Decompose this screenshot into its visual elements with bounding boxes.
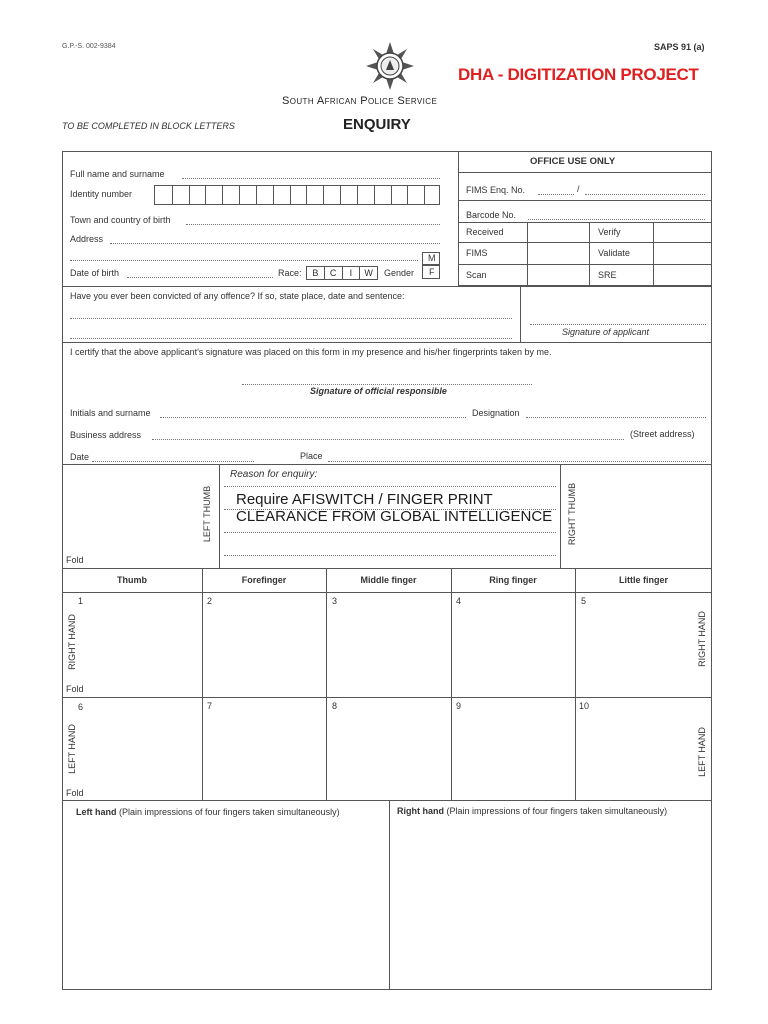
initials-field[interactable]	[160, 417, 466, 418]
office-use-title: OFFICE USE ONLY	[530, 156, 616, 167]
header-forefinger: Forefinger	[241, 575, 287, 585]
print-area-right-thumb[interactable]	[63, 593, 202, 697]
business-address-label: Business address	[70, 430, 142, 440]
race-label: Race:	[278, 268, 302, 278]
barcode-field[interactable]	[528, 219, 705, 220]
finger-number-9: 9	[456, 701, 462, 711]
office-sre-field[interactable]	[654, 265, 712, 286]
dob-field[interactable]	[127, 277, 273, 278]
left-thumb-label: LEFT THUMB	[202, 485, 212, 543]
form-number: SAPS 91 (a)	[654, 42, 705, 52]
police-emblem	[364, 40, 416, 92]
header-middle-finger: Middle finger	[360, 575, 417, 585]
identity-box-divider	[306, 186, 307, 204]
office-received-label: Received	[458, 222, 528, 243]
identity-box-divider	[205, 186, 206, 204]
identity-box-divider	[424, 186, 425, 204]
birth-place-label: Town and country of birth	[70, 215, 171, 225]
block-letters-instruction: TO BE COMPLETED IN BLOCK LETTERS	[62, 121, 235, 131]
header-ring-finger: Ring finger	[489, 575, 537, 585]
identity-number-field[interactable]	[154, 185, 440, 205]
fims-enq-label: FIMS Enq. No.	[466, 185, 526, 195]
plain-right-rest: (Plain impressions of four fingers taken simultaneously)	[446, 806, 668, 816]
identity-box-divider	[340, 186, 341, 204]
fold-label-bottom: Fold	[66, 788, 84, 798]
certification-statement: I certify that the above applicant's signature was placed on this form in my presence and his/her fingerprints taken by me.	[70, 347, 552, 357]
identity-box-divider	[273, 186, 274, 204]
print-area-right-forefinger[interactable]	[203, 593, 326, 697]
finger-number-10: 10	[579, 701, 590, 711]
applicant-signature-field[interactable]	[530, 324, 706, 325]
applicant-signature-label: Signature of applicant	[562, 327, 650, 337]
race-w-box[interactable]: W	[364, 268, 373, 278]
header-little-finger: Little finger	[619, 575, 668, 585]
identity-box-divider	[256, 186, 257, 204]
race-c-box[interactable]: C	[325, 267, 343, 279]
header-thumb: Thumb	[117, 575, 147, 585]
finger-number-6: 6	[78, 702, 84, 712]
identity-box-divider	[189, 186, 190, 204]
identity-box-divider	[290, 186, 291, 204]
print-area-left-forefinger[interactable]	[203, 698, 326, 800]
finger-number-1: 1	[78, 596, 84, 606]
plain-left-rest: (Plain impressions of four fingers taken simultaneously)	[119, 807, 340, 817]
fims-enq-sep: /	[577, 184, 580, 194]
birth-place-field[interactable]	[186, 224, 440, 225]
office-scan-label: Scan	[458, 265, 528, 286]
gender-label: Gender	[384, 268, 415, 278]
address-field-line2[interactable]	[70, 260, 418, 261]
identity-box-divider	[374, 186, 375, 204]
race-b-box[interactable]: B	[307, 267, 325, 279]
identity-box-divider	[222, 186, 223, 204]
office-verify-field[interactable]	[654, 222, 712, 243]
fold-label-middle: Fold	[66, 684, 84, 694]
race-options	[306, 266, 378, 280]
official-signature-field[interactable]	[242, 384, 532, 385]
fims-enq-field-a[interactable]	[538, 194, 574, 195]
business-address-field[interactable]	[152, 439, 624, 440]
reason-line-2[interactable]: CLEARANCE FROM GLOBAL INTELLIGENCE	[236, 508, 553, 525]
office-fims-field[interactable]	[528, 243, 590, 264]
right-thumb-label: RIGHT THUMB	[567, 482, 577, 546]
office-verify-label: Verify	[590, 222, 654, 243]
conviction-field-line1[interactable]	[70, 318, 512, 319]
print-area-right-middle[interactable]	[327, 593, 451, 697]
gender-f-label: F	[429, 267, 435, 277]
place-label: Place	[300, 451, 323, 461]
identity-box-divider	[357, 186, 358, 204]
print-area-left-thumb[interactable]	[63, 698, 202, 800]
plain-left-caption	[76, 808, 340, 818]
gender-m-label: M	[428, 253, 436, 263]
page-title: ENQUIRY	[343, 116, 411, 133]
conviction-field-line2[interactable]	[70, 338, 512, 339]
conviction-question: Have you ever been convicted of any offence? If so, state place, date and sentence:	[70, 291, 405, 301]
identity-label: Identity number	[70, 189, 133, 199]
plain-right-bold: Right hand	[397, 806, 444, 816]
finger-number-4: 4	[456, 596, 462, 606]
dha-stamp: DHA - DIGITIZATION PROJECT	[458, 65, 699, 84]
gender-m-box[interactable]	[422, 252, 440, 265]
print-area-left-little[interactable]	[576, 698, 711, 800]
right-hand-label-right: RIGHT HAND	[697, 611, 707, 667]
identity-box-divider	[172, 186, 173, 204]
office-validate-label: Validate	[590, 243, 654, 264]
print-area-right-little[interactable]	[576, 593, 711, 697]
dob-label: Date of birth	[70, 268, 120, 278]
identity-box-divider	[239, 186, 240, 204]
finger-number-2: 2	[207, 596, 213, 606]
finger-number-7: 7	[207, 701, 213, 711]
office-sre-label: SRE	[590, 265, 654, 286]
designation-field[interactable]	[526, 417, 706, 418]
race-i-box[interactable]: I	[343, 267, 361, 279]
print-area-right-ring[interactable]	[452, 593, 575, 697]
plain-right-caption	[397, 807, 667, 817]
right-hand-label-left: RIGHT HAND	[67, 614, 77, 670]
print-area-left-middle[interactable]	[327, 698, 451, 800]
left-hand-label-right: LEFT HAND	[697, 727, 707, 777]
identity-box-divider	[407, 186, 408, 204]
plain-print-area-right[interactable]	[390, 822, 711, 989]
official-signature-label: Signature of official responsible	[310, 386, 447, 396]
initials-label: Initials and surname	[70, 408, 151, 418]
finger-number-3: 3	[332, 596, 338, 606]
office-scan-field[interactable]	[528, 265, 590, 286]
finger-number-5: 5	[581, 596, 587, 606]
print-area-left-ring[interactable]	[452, 698, 575, 800]
identity-box-divider	[323, 186, 324, 204]
reason-label: Reason for enquiry:	[230, 469, 318, 480]
street-address-hint: (Street address)	[630, 429, 695, 439]
designation-label: Designation	[472, 408, 520, 418]
office-fims-label: FIMS	[458, 243, 528, 264]
full-name-label: Full name and surname	[70, 169, 165, 179]
office-validate-field[interactable]	[654, 243, 712, 264]
finger-number-8: 8	[332, 701, 338, 711]
plain-left-bold: Left hand	[76, 807, 117, 817]
office-received-field[interactable]	[528, 222, 590, 243]
plain-print-area-left[interactable]	[63, 822, 389, 989]
reason-line-1[interactable]: Require AFISWITCH / FINGER PRINT	[236, 491, 493, 508]
identity-box-divider	[391, 186, 392, 204]
address-label: Address	[70, 234, 104, 244]
fold-label-top: Fold	[66, 555, 84, 565]
left-hand-label-left: LEFT HAND	[67, 724, 77, 774]
office-grid	[458, 222, 712, 286]
date-label: Date	[70, 452, 90, 462]
full-name-field[interactable]	[182, 178, 440, 179]
date-field[interactable]	[92, 461, 254, 462]
address-field-line1[interactable]	[110, 243, 440, 244]
barcode-label: Barcode No.	[466, 210, 517, 220]
fims-enq-field-b[interactable]	[585, 194, 705, 195]
service-name: South African Police Service	[282, 95, 438, 107]
form-code: G.P.-S. 002-9384	[62, 43, 116, 50]
left-thumb-print-area[interactable]	[64, 466, 218, 566]
right-thumb-print-area[interactable]	[580, 466, 710, 566]
place-field[interactable]	[328, 461, 706, 462]
gender-f-box[interactable]	[422, 265, 440, 279]
